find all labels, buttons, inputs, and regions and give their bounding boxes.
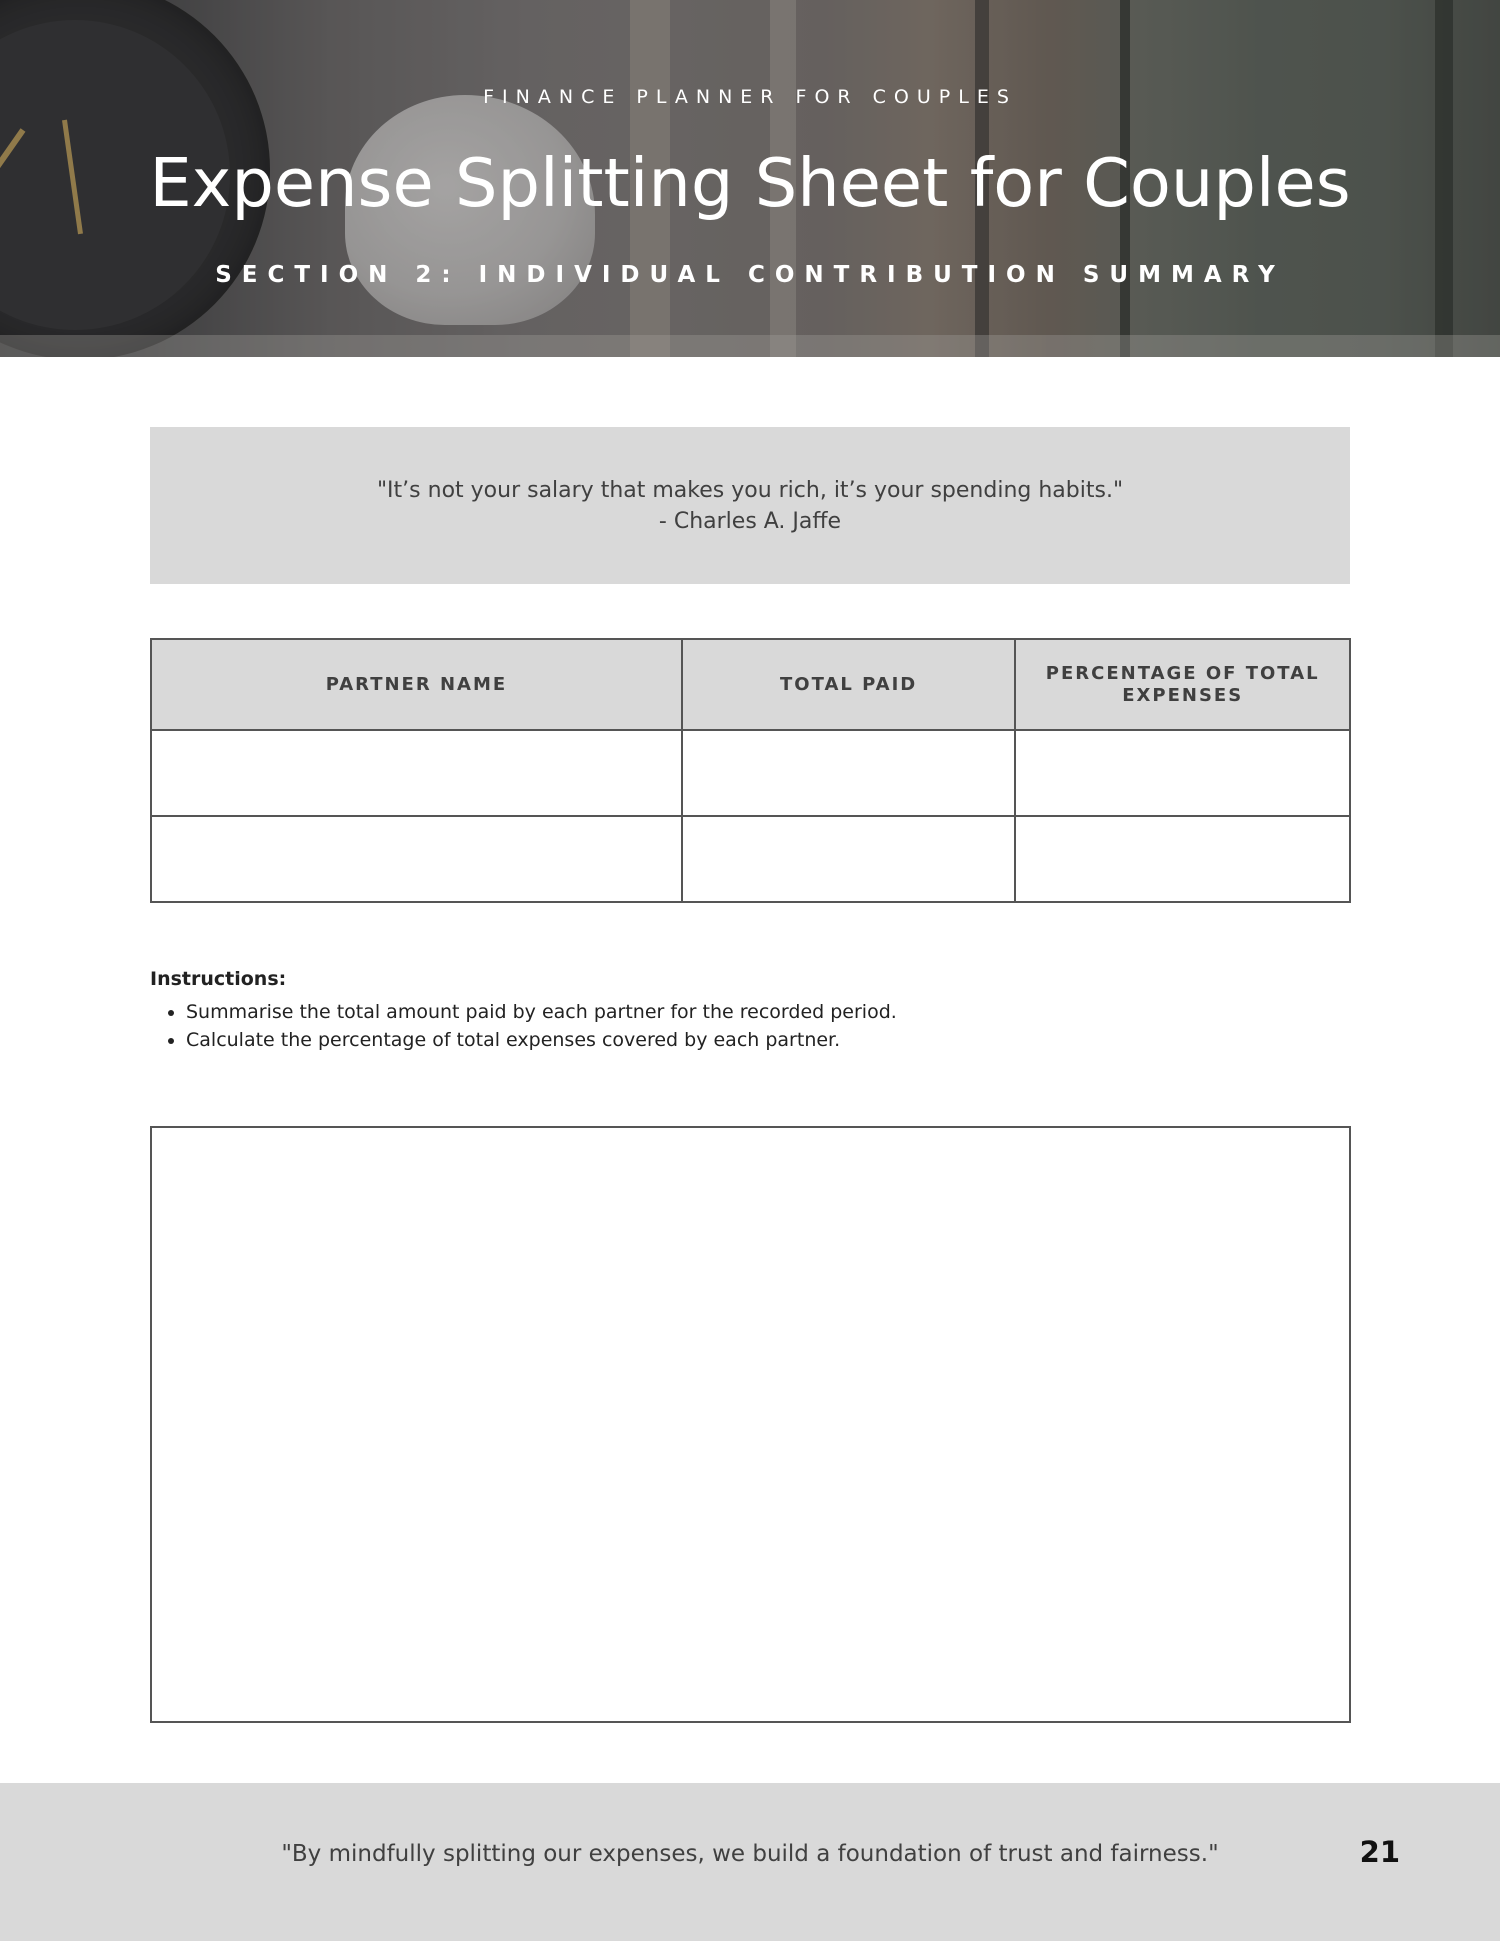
instructions-list <box>150 998 1350 1054</box>
percentage-cell[interactable] <box>1015 816 1350 902</box>
notes-box[interactable] <box>150 1126 1351 1723</box>
header-partner-name: PARTNER NAME <box>151 639 682 730</box>
contribution-summary-table <box>150 638 1351 903</box>
footer-quote: "By mindfully splitting our expenses, we build a foundation of trust and fairness." <box>281 1841 1219 1867</box>
instructions <box>150 968 1350 1054</box>
quote-box <box>150 427 1350 584</box>
header-percentage <box>1015 639 1350 730</box>
instruction-item: • Summarise the total amount paid by each partner for the recorded period. <box>186 998 1350 1026</box>
quote-text: "It’s not your salary that makes you rich, it’s your spending habits." <box>376 477 1124 503</box>
page-title: Expense Splitting Sheet for Couples <box>149 144 1351 222</box>
partner-name-cell[interactable] <box>151 816 682 902</box>
partner-name-cell[interactable] <box>151 730 682 816</box>
table-row <box>151 730 1350 816</box>
quote-author: - Charles A. Jaffe <box>658 508 842 534</box>
percentage-cell[interactable] <box>1015 730 1350 816</box>
total-paid-cell[interactable] <box>682 816 1016 902</box>
instructions-label: Instructions: <box>150 968 287 990</box>
total-paid-cell[interactable] <box>682 730 1016 816</box>
table-row <box>151 816 1350 902</box>
header-banner <box>0 0 1500 357</box>
header-percentage-label: PERCENTAGE OF TOTAL EXPENSES <box>1045 662 1320 706</box>
header-total-paid: TOTAL PAID <box>682 639 1016 730</box>
table-header-row <box>151 639 1350 730</box>
section-subtitle: SECTION 2: INDIVIDUAL CONTRIBUTION SUMMARY <box>215 262 1285 288</box>
header-kicker: FINANCE PLANNER FOR COUPLES <box>483 86 1017 108</box>
page-number: 21 <box>1359 1835 1400 1869</box>
footer <box>0 1783 1500 1941</box>
instruction-item: • Calculate the percentage of total expenses covered by each partner. <box>186 1026 1350 1054</box>
